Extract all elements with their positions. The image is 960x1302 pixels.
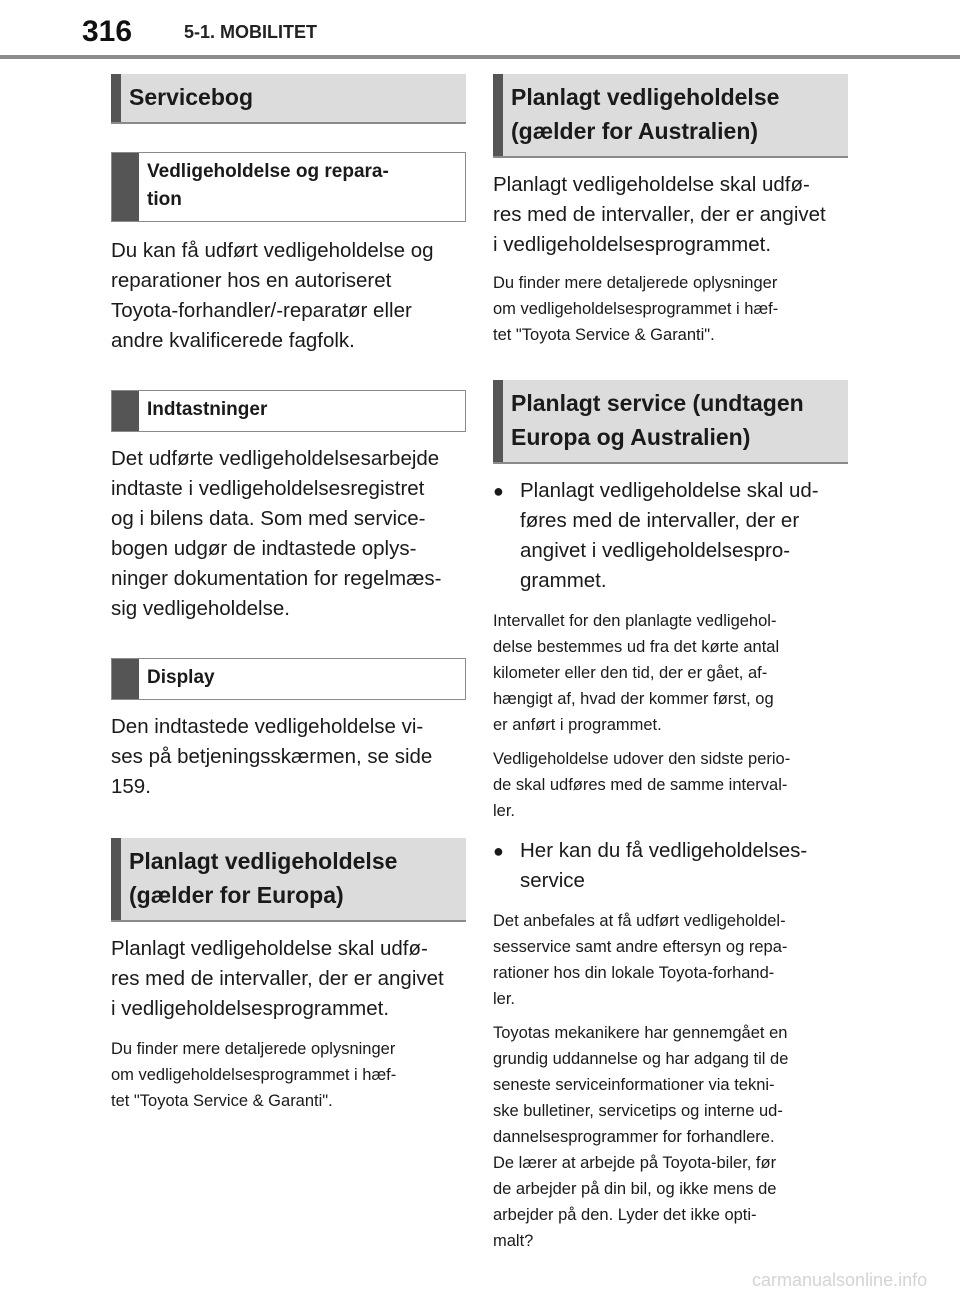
section-heading-servicebog — [111, 74, 466, 124]
header-rule — [0, 55, 960, 59]
australia-note: Du finder mere detaljerede oplysninger om vedligeholdelsesprogrammet i hæf- tet "Toyota Service & Garanti". — [493, 274, 779, 344]
entries-text: Det udførte vedligeholdelsesarbejde indtaste i vedligeholdelsesregistret og i bilens data. Som med service- bogen udgør de indtastede oplys- ninger dokumentation for regelmæs- sig vedligeholdelse. — [111, 447, 442, 620]
subheading-display — [111, 658, 466, 700]
period-note: Vedligeholdelse udover den sidste perio- de skal udføres med de samme interval- ler. — [493, 750, 791, 820]
australia-text: Planlagt vedligeholdelse skal udfø- res med de intervaller, der er angivet i vedligeholdelsesprogrammet. — [493, 173, 826, 256]
page-number: 316 — [82, 15, 133, 48]
bullet-text: Planlagt vedligeholdelse skal ud- føres med de intervaller, der er angivet i vedligeholdelsespro- grammet. — [520, 479, 819, 592]
subheading-title: Indtastninger — [147, 399, 268, 420]
bullet-text: Her kan du få vedligeholdelses- service — [520, 839, 808, 892]
section-title: Planlagt vedligeholdelse (gælder for Australien) — [511, 84, 780, 144]
watermark: carmanualsonline.info — [752, 1270, 928, 1290]
section-heading-other — [493, 380, 848, 464]
recommendation-note: Det anbefales at få udført vedligeholdel- sesservice samt andre eftersyn og repa- rationer hos din lokale Toyota-forhand- ler. — [493, 912, 788, 1008]
display-text: Den indtastede vedligeholdelse vi- ses på betjeningsskærmen, se side 159. — [111, 715, 433, 798]
subheading-title: Display — [147, 667, 215, 688]
interval-note: Intervallet for den planlagte vedligehol- delse bestemmes ud fra det kørte antal kilometer eller den tid, der er gået, af- hængigt af, hvad der kommer først, og er anført i programmet. — [493, 612, 780, 734]
page-header — [0, 0, 960, 60]
europe-note: Du finder mere detaljerede oplysninger om vedligeholdelsesprogrammet i hæf- tet "Toyota Service & Garanti". — [111, 1040, 397, 1110]
section-title: Planlagt service (undtagen Europa og Australien) — [511, 390, 804, 450]
europe-text: Planlagt vedligeholdelse skal udfø- res med de intervaller, der er angivet i vedligeholdelsesprogrammet. — [111, 937, 444, 1020]
left-column — [111, 74, 466, 1114]
subheading-entries — [111, 390, 466, 432]
bullet-item — [493, 836, 848, 896]
right-column — [493, 74, 848, 1254]
mechanics-note: Toyotas mekanikere har gennemgået en grundig uddannelse og har adgang til de seneste serviceinformationer via tekni- ske bulletiner, servicetips og interne ud- dannelsesprogrammer for forhandlere. De lærer at arbejde på Toyota-biler, før de arbejder på din bil, og ikke mens de arbejder på den. Lyder det ikke opti- malt? — [493, 1024, 789, 1250]
subheading-title: Vedligeholdelse og repara- tion — [147, 161, 389, 210]
bullet-item — [493, 476, 848, 596]
section-heading-europe — [111, 838, 466, 922]
bullet-icon: ● — [493, 841, 504, 861]
repair-text: Du kan få udført vedligeholdelse og reparationer hos en autoriseret Toyota-forhandler/-reparatør eller andre kvalificerede fagfolk. — [111, 239, 434, 352]
bullet-icon: ● — [493, 481, 504, 501]
section-title: Planlagt vedligeholdelse (gælder for Europa) — [129, 848, 398, 908]
section-heading-australia — [493, 74, 848, 158]
chapter-title: 5-1. MOBILITET — [184, 22, 318, 42]
subheading-repair — [111, 152, 466, 222]
section-title: Servicebog — [129, 84, 253, 110]
